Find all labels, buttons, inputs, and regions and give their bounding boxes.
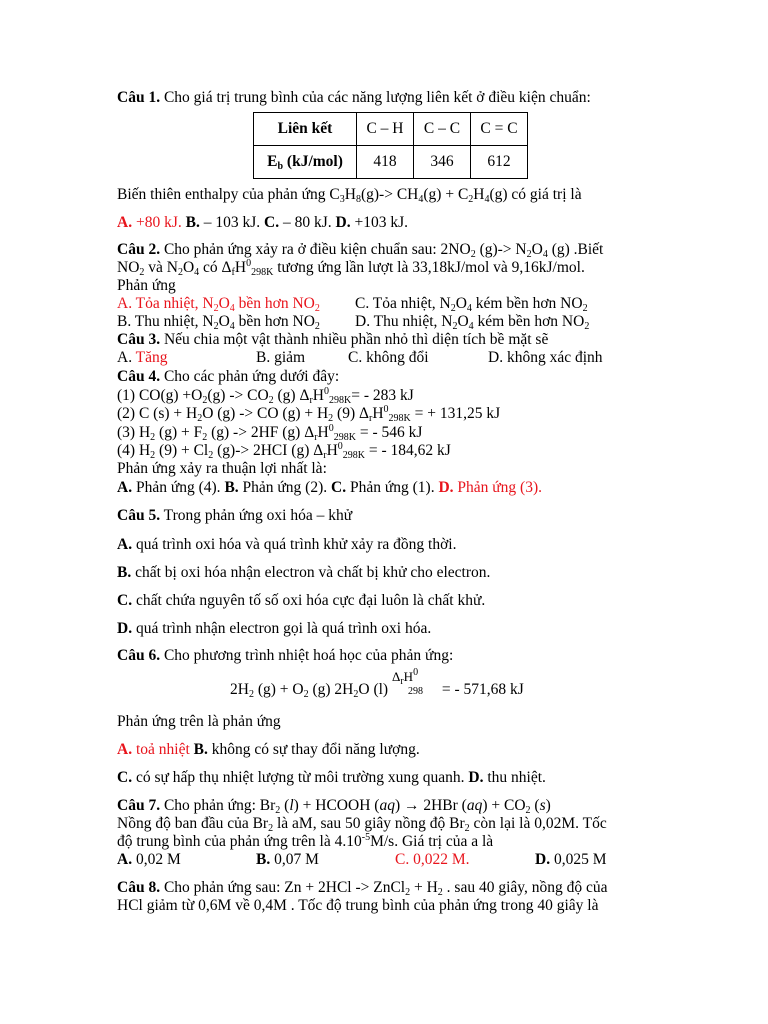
q7-line1: Câu 7. Cho phản ứng: $Br_2$ (l) + HCOOH (aq) → 2HBr $(aq) + CO_2$ (s) bbox=[117, 797, 551, 816]
q8-line2: HCl giảm từ 0,6M về 0,4M . Tốc độ trung bình của phản ứng trong 40 giây là bbox=[117, 897, 599, 914]
q3-option-a: A. Tăng bbox=[117, 349, 168, 366]
q1-answer-c-label: C. bbox=[264, 214, 280, 231]
q7-option-d: D. 0,025 M bbox=[535, 851, 607, 868]
table-header-row bbox=[254, 113, 528, 146]
table-cell: 612 bbox=[471, 146, 528, 179]
q6-answers-cd: C. có sự hấp thụ nhiệt lượng từ môi trường xung quanh. D. thu nhiệt. bbox=[117, 769, 546, 786]
q2-option-a: A. Tỏa nhiệt, $N_2O_4$ bền hơn $NO_2$ bbox=[117, 295, 320, 314]
q6-answer-a: A. toả nhiệt bbox=[117, 741, 190, 758]
q3-option-b: B. giảm bbox=[256, 349, 306, 366]
table-row bbox=[254, 146, 528, 179]
q7-line2: Nồng độ ban đầu của $Br_2$ là aM, sau 50 giây nồng độ $Br_2$ còn lại là 0,02M. Tốc bbox=[117, 815, 607, 834]
q3-option-c: C. không đổi bbox=[348, 349, 429, 366]
q8-line1: Câu 8. Cho phản ứng sau: Zn + 2HCl -> ZnCl$_2$ + $H_2$ . sau 40 giây, nồng độ của bbox=[117, 879, 608, 898]
table-row-label: $E_b$ (kJ/mol) bbox=[254, 146, 357, 179]
q6-equation: $2H_2$ $(g) + O_2$ (g) $2H_2O$ (l) $\Delta_rH^0$ 298 = - 571,68 kJ bbox=[230, 667, 524, 700]
q4-prompt: Phản ứng xảy ra thuận lợi nhất là: bbox=[117, 460, 327, 477]
q7-option-a: A. 0,02 M bbox=[117, 851, 181, 868]
q2-line1: Câu 2. Cho phản ứng xảy ra ở điều kiện chuẩn sau: $2NO_2$ $(g)-> N_2O_4$ (g) .Biết bbox=[117, 241, 604, 260]
table-cell: 346 bbox=[414, 146, 471, 179]
q1-answers: A. +80 kJ. B. – 103 kJ. C. – 80 kJ. D. +103 kJ. bbox=[117, 214, 408, 231]
q7-option-b: B. 0,07 M bbox=[256, 851, 319, 868]
q1-answer-d-label: D. bbox=[335, 214, 351, 231]
q2-line2: $NO_2$ và $N_2O_4$ có $\Delta_fH^0_{298K}$ tương ứng lần lượt là 33,18kJ/mol và 9,16kJ/mol. bbox=[117, 258, 585, 278]
q2-options-ac bbox=[117, 295, 320, 313]
q5-question: Câu 5. Trong phản ứng oxi hóa – khử bbox=[117, 507, 353, 524]
q3-question: Câu 3. Nếu chia một vật thành nhiều phần nhỏ thì diện tích bề mặt sẽ bbox=[117, 331, 549, 348]
table-header-cell: C – H bbox=[357, 113, 414, 146]
q4-reaction-3: (3) $H_2$ $(g) + F_2$ (g) -> 2HF (g) $\Delta_rH^0_{298K}$ = - 546 kJ bbox=[117, 423, 423, 443]
q4-answers: A. Phản ứng (4). B. Phản ứng (2). C. Phản ứng (1). D. Phản ứng (3). bbox=[117, 479, 543, 496]
q1-answer-b-label: B. bbox=[185, 214, 200, 231]
q4-reaction-1: (1) $CO(g) +O_2(g) -> CO_2$ (g) $\Delta_rH^0_{298K}= - 283$ kJ bbox=[117, 386, 414, 406]
q1-intro bbox=[117, 89, 591, 107]
table-cell: 418 bbox=[357, 146, 414, 179]
q6-answers-ab: A. toả nhiệt B. không có sự thay đổi năng lượng. bbox=[117, 741, 420, 758]
q2-option-b: B. Thu nhiệt, $N_2O_4$ bền hơn $NO_2$ bbox=[117, 313, 320, 332]
table-header-cell: C – C bbox=[414, 113, 471, 146]
q2-label: Câu 2. bbox=[117, 241, 161, 258]
q3-option-d: D. không xác định bbox=[488, 349, 603, 366]
q1-label: Câu 1. bbox=[117, 89, 161, 106]
q2-option-c: C. Tỏa nhiệt, $N_2O_4$ kém bền hơn $NO_2$ bbox=[355, 295, 588, 314]
q2-option-d: D. Thu nhiệt, $N_2O_4$ kém bền hơn $NO_2$ bbox=[355, 313, 590, 332]
q6-label: Câu 6. bbox=[117, 647, 161, 664]
bond-energy-table bbox=[253, 112, 528, 179]
q3-label: Câu 3. bbox=[117, 331, 161, 348]
q6-prompt: Phản ứng trên là phản ứng bbox=[117, 713, 281, 730]
q4-label: Câu 4. bbox=[117, 368, 161, 385]
q4-reaction-4: (4) $H_2$ $(9) + Cl_2$ (g)-> 2HCI (g) $\Delta_rH^0_{298K}$ = - 184,62 kJ bbox=[117, 441, 451, 461]
q4-reaction-2: (2) C $(s) + H_2O$ (g) -> CO $(g) + H_2$ (9) $\Delta_rH^0_{298K}$ = + 131,25 kJ bbox=[117, 404, 501, 424]
q4-question: Câu 4. Cho các phản ứng dưới đây: bbox=[117, 368, 340, 385]
q5-label: Câu 5. bbox=[117, 507, 161, 524]
q5-option-a: A. quá trình oxi hóa và quá trình khử xảy ra đồng thời. bbox=[117, 536, 457, 553]
q7-option-c: C. 0,022 M. bbox=[395, 851, 470, 868]
q4-answer-d: D. Phản ứng (3). bbox=[438, 479, 543, 496]
q8-label: Câu 8. bbox=[117, 879, 161, 896]
q2-line3: Phản ứng bbox=[117, 277, 176, 294]
q1-text: Cho giá trị trung bình của các năng lượng liên kết ở điều kiện chuẩn: bbox=[163, 89, 591, 106]
q7-line3: độ trung bình của phản ứng trên là $4.10^{-5}M/s$. Giá trị của a là bbox=[117, 832, 494, 850]
q7-label: Câu 7. bbox=[117, 797, 161, 814]
q6-enthalpy-symbol: $\Delta_rH^0$ 298 bbox=[391, 667, 423, 697]
q6-question: Câu 6. Cho phương trình nhiệt hoá học của phản ứng: bbox=[117, 647, 454, 664]
q5-option-c: C. chất chứa nguyên tố số oxi hóa cực đại luôn là chất khử. bbox=[117, 592, 486, 609]
q1-question: Biến thiên enthalpy của phản ứng $C_3H_8(g)-> CH_4(g) + C_2H_4(g)$ có giá trị là bbox=[117, 186, 582, 205]
q1-answer-a: A. +80 kJ. bbox=[117, 214, 182, 231]
table-header-cell: Liên kết bbox=[277, 120, 333, 137]
q5-option-b: B. chất bị oxi hóa nhận electron và chất bị khử cho electron. bbox=[117, 564, 491, 581]
q5-option-d: D. quá trình nhận electron gọi là quá trình oxi hóa. bbox=[117, 620, 432, 637]
table-header-cell: C = C bbox=[471, 113, 528, 146]
